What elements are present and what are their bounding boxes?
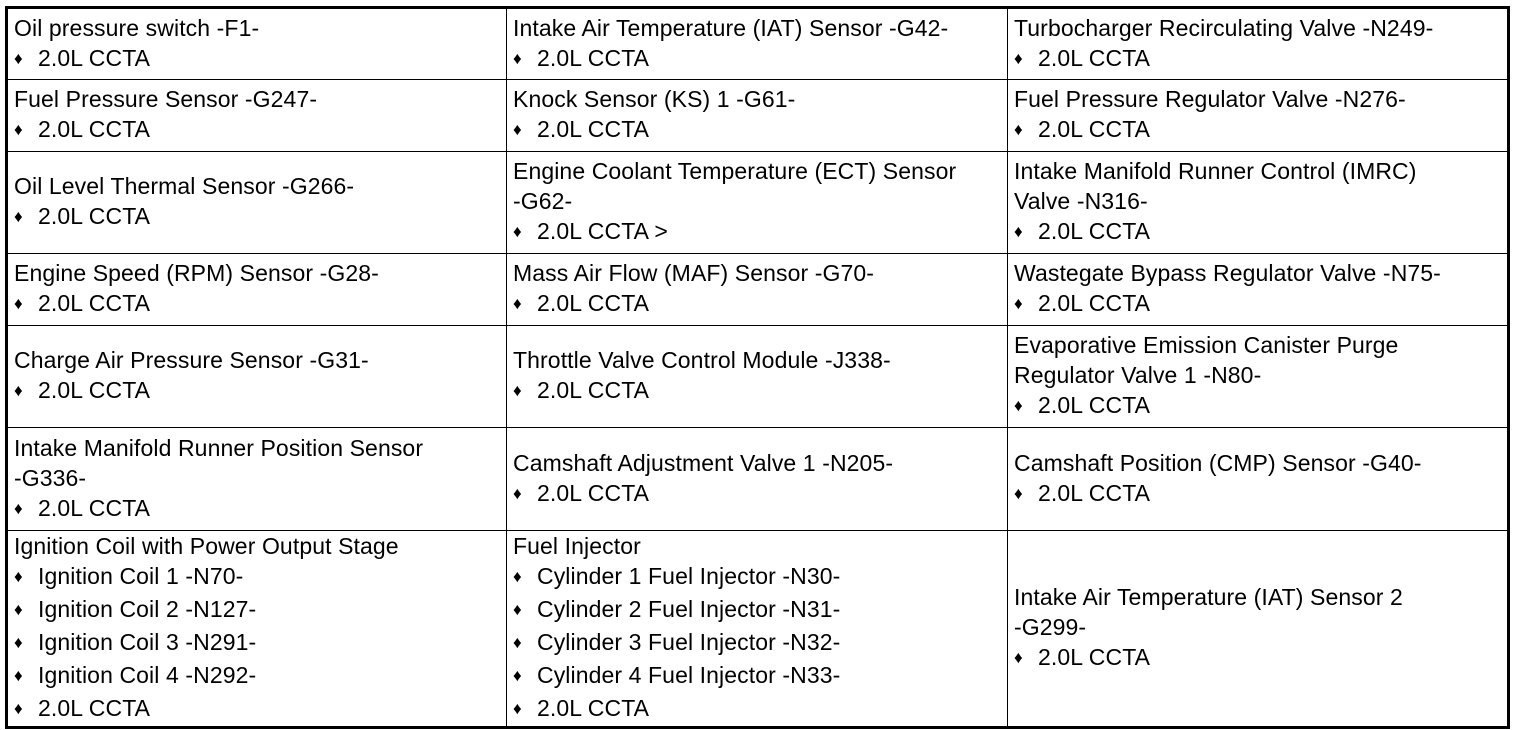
diamond-bullet-icon: ♦ (14, 120, 23, 139)
table-cell (507, 531, 1008, 728)
bullet-line (513, 478, 1007, 511)
cell-text: Wastegate Bypass Regulator Valve -N75- (1014, 260, 1441, 286)
cell-text: 2.0L CCTA (38, 44, 151, 71)
bullet-line (14, 627, 506, 660)
cell-text: Cylinder 2 Fuel Injector -N31- (537, 596, 841, 622)
cell-text: 2.0L CCTA (38, 695, 151, 721)
cell-text: -G299- (1014, 614, 1087, 640)
diamond-bullet-icon: ♦ (1014, 222, 1023, 241)
bullet-line (513, 375, 1007, 408)
cell-text: 2.0L CCTA (537, 377, 650, 403)
cell-heading (513, 84, 1007, 114)
table-cell (1008, 152, 1509, 254)
bullet-line (513, 43, 1007, 76)
cell-heading (1014, 186, 1507, 216)
bullet-line (1014, 478, 1507, 511)
cell-heading (1014, 156, 1507, 186)
cell-text: Fuel Injector (513, 533, 641, 559)
cell-text: Throttle Valve Control Module -J338- (513, 347, 891, 373)
cell-heading (1014, 582, 1507, 612)
bullet-line (513, 660, 1007, 693)
cell-heading (14, 433, 506, 463)
bullet-line (1014, 114, 1507, 147)
cell-text: Intake Manifold Runner Control (IMRC) (1014, 158, 1417, 184)
cell-text: Intake Manifold Runner Position Sensor (14, 434, 424, 461)
diamond-bullet-icon: ♦ (513, 567, 522, 586)
table-cell (7, 326, 507, 428)
table-cell (7, 531, 507, 728)
cell-heading (14, 531, 506, 561)
bullet-line (14, 561, 506, 594)
cell-text: 2.0L CCTA (1038, 644, 1151, 670)
table-row (7, 531, 1509, 728)
bullet-line (14, 375, 506, 408)
diamond-bullet-icon: ♦ (513, 294, 522, 313)
bullet-line (14, 693, 506, 726)
cell-text: 2.0L CCTA (537, 290, 650, 316)
table-cell (1008, 80, 1509, 152)
cell-heading (1014, 448, 1507, 478)
table-cell (1008, 326, 1509, 428)
table-cell (507, 254, 1008, 326)
bullet-line (14, 660, 506, 693)
table-cell (7, 80, 507, 152)
cell-heading (513, 448, 1007, 478)
cell-heading (513, 345, 1007, 375)
cell-text: Fuel Pressure Regulator Valve -N276- (1014, 86, 1406, 112)
bullet-line (14, 288, 506, 321)
bullet-line (513, 216, 1007, 249)
table-cell (507, 326, 1008, 428)
bullet-line (1014, 390, 1507, 423)
bullet-line (513, 594, 1007, 627)
bullet-line (1014, 288, 1507, 321)
component-table (5, 6, 1510, 729)
diamond-bullet-icon: ♦ (513, 699, 522, 718)
table-row (7, 326, 1509, 428)
bullet-line (14, 43, 506, 76)
cell-text: 2.0L CCTA (537, 44, 650, 71)
cell-text: Engine Coolant Temperature (ECT) Sensor (513, 158, 957, 184)
cell-text: -G336- (14, 464, 87, 491)
cell-heading (1014, 13, 1507, 43)
bullet-line (14, 114, 506, 147)
cell-heading (1014, 612, 1507, 642)
cell-heading (1014, 360, 1507, 390)
bullet-line (513, 627, 1007, 660)
bullet-line (513, 693, 1007, 726)
cell-text: Charge Air Pressure Sensor -G31- (14, 347, 369, 373)
cell-text: Cylinder 4 Fuel Injector -N33- (537, 662, 841, 688)
cell-text: 2.0L CCTA > (537, 218, 668, 244)
cell-text: Ignition Coil 1 -N70- (38, 563, 244, 589)
table-cell (1008, 8, 1509, 80)
diamond-bullet-icon: ♦ (14, 498, 23, 518)
table-cell (1008, 428, 1509, 531)
cell-heading (1014, 330, 1507, 360)
cell-heading (513, 258, 1007, 288)
cell-text: Fuel Pressure Sensor -G247- (14, 86, 318, 112)
diamond-bullet-icon: ♦ (513, 48, 522, 68)
table-cell (507, 152, 1008, 254)
bullet-line (513, 114, 1007, 147)
diamond-bullet-icon: ♦ (513, 600, 522, 619)
cell-text: 2.0L CCTA (1038, 479, 1151, 506)
cell-text: Turbocharger Recirculating Valve -N249- (1014, 14, 1434, 41)
diamond-bullet-icon: ♦ (1014, 48, 1023, 68)
cell-text: Cylinder 3 Fuel Injector -N32- (537, 629, 841, 655)
cell-text: Regulator Valve 1 -N80- (1014, 362, 1262, 388)
cell-text: Knock Sensor (KS) 1 -G61- (513, 86, 796, 112)
diamond-bullet-icon: ♦ (513, 120, 522, 139)
cell-text: 2.0L CCTA (537, 479, 650, 506)
diamond-bullet-icon: ♦ (513, 222, 522, 241)
component-table-body (7, 8, 1509, 728)
cell-text: 2.0L CCTA (1038, 116, 1151, 142)
bullet-line (1014, 43, 1507, 76)
diamond-bullet-icon: ♦ (14, 666, 23, 685)
cell-text: Engine Speed (RPM) Sensor -G28- (14, 260, 379, 286)
cell-text: 2.0L CCTA (38, 494, 151, 521)
cell-text: Mass Air Flow (MAF) Sensor -G70- (513, 260, 875, 286)
cell-heading (513, 13, 1007, 43)
table-row (7, 428, 1509, 531)
cell-text: Ignition Coil with Power Output Stage (14, 533, 399, 559)
cell-text: 2.0L CCTA (38, 116, 151, 142)
cell-text: 2.0L CCTA (38, 377, 151, 403)
diamond-bullet-icon: ♦ (1014, 120, 1023, 139)
diamond-bullet-icon: ♦ (1014, 396, 1023, 415)
cell-text: 2.0L CCTA (537, 116, 650, 142)
table-cell (7, 152, 507, 254)
table-cell (507, 80, 1008, 152)
cell-text: 2.0L CCTA (1038, 392, 1151, 418)
cell-text: 2.0L CCTA (38, 290, 151, 316)
table-row (7, 254, 1509, 326)
diamond-bullet-icon: ♦ (14, 381, 23, 400)
cell-text: 2.0L CCTA (1038, 290, 1151, 316)
diamond-bullet-icon: ♦ (513, 633, 522, 652)
cell-heading (14, 13, 506, 43)
cell-text: 2.0L CCTA (1038, 44, 1151, 71)
diamond-bullet-icon: ♦ (14, 699, 23, 718)
cell-text: Cylinder 1 Fuel Injector -N30- (537, 563, 841, 589)
bullet-line (14, 594, 506, 627)
cell-text: Camshaft Position (CMP) Sensor -G40- (1014, 449, 1422, 476)
diamond-bullet-icon: ♦ (1014, 648, 1023, 667)
cell-text: Ignition Coil 4 -N292- (38, 662, 257, 688)
table-row (7, 152, 1509, 254)
cell-text: Valve -N316- (1014, 188, 1148, 214)
cell-text: Oil pressure switch -F1- (14, 14, 260, 41)
cell-heading (14, 171, 506, 201)
bullet-line (14, 201, 506, 234)
cell-heading (1014, 258, 1507, 288)
cell-heading (14, 345, 506, 375)
cell-text: Evaporative Emission Canister Purge (1014, 332, 1399, 358)
diamond-bullet-icon: ♦ (14, 48, 23, 68)
diamond-bullet-icon: ♦ (513, 483, 522, 503)
cell-text: Oil Level Thermal Sensor -G266- (14, 173, 355, 199)
diamond-bullet-icon: ♦ (14, 600, 23, 619)
diamond-bullet-icon: ♦ (14, 567, 23, 586)
bullet-line (1014, 642, 1507, 675)
table-cell (7, 428, 507, 531)
cell-heading (1014, 84, 1507, 114)
cell-text: -G62- (513, 188, 573, 214)
bullet-line (513, 288, 1007, 321)
cell-text: Intake Air Temperature (IAT) Sensor -G42- (513, 14, 949, 41)
diamond-bullet-icon: ♦ (1014, 294, 1023, 313)
table-cell (507, 8, 1008, 80)
cell-heading (513, 186, 1007, 216)
diamond-bullet-icon: ♦ (513, 666, 522, 685)
cell-text: Camshaft Adjustment Valve 1 -N205- (513, 449, 894, 476)
cell-heading (14, 84, 506, 114)
table-cell (507, 428, 1008, 531)
diamond-bullet-icon: ♦ (1014, 483, 1023, 503)
table-cell (7, 254, 507, 326)
diamond-bullet-icon: ♦ (14, 207, 23, 226)
cell-heading (513, 156, 1007, 186)
cell-text: 2.0L CCTA (537, 695, 650, 721)
table-cell (1008, 531, 1509, 728)
cell-text: Ignition Coil 3 -N291- (38, 629, 257, 655)
cell-text: Ignition Coil 2 -N127- (38, 596, 257, 622)
table-cell (1008, 254, 1509, 326)
cell-heading (14, 258, 506, 288)
cell-text: 2.0L CCTA (1038, 218, 1151, 244)
cell-heading (14, 463, 506, 493)
table-row (7, 8, 1509, 80)
diamond-bullet-icon: ♦ (14, 294, 23, 313)
table-row (7, 80, 1509, 152)
diamond-bullet-icon: ♦ (14, 633, 23, 652)
table-cell (7, 8, 507, 80)
cell-text: 2.0L CCTA (38, 203, 151, 229)
cell-text: Intake Air Temperature (IAT) Sensor 2 (1014, 584, 1403, 610)
bullet-line (513, 561, 1007, 594)
diamond-bullet-icon: ♦ (513, 381, 522, 400)
bullet-line (14, 493, 506, 526)
bullet-line (1014, 216, 1507, 249)
cell-heading (513, 531, 1007, 561)
